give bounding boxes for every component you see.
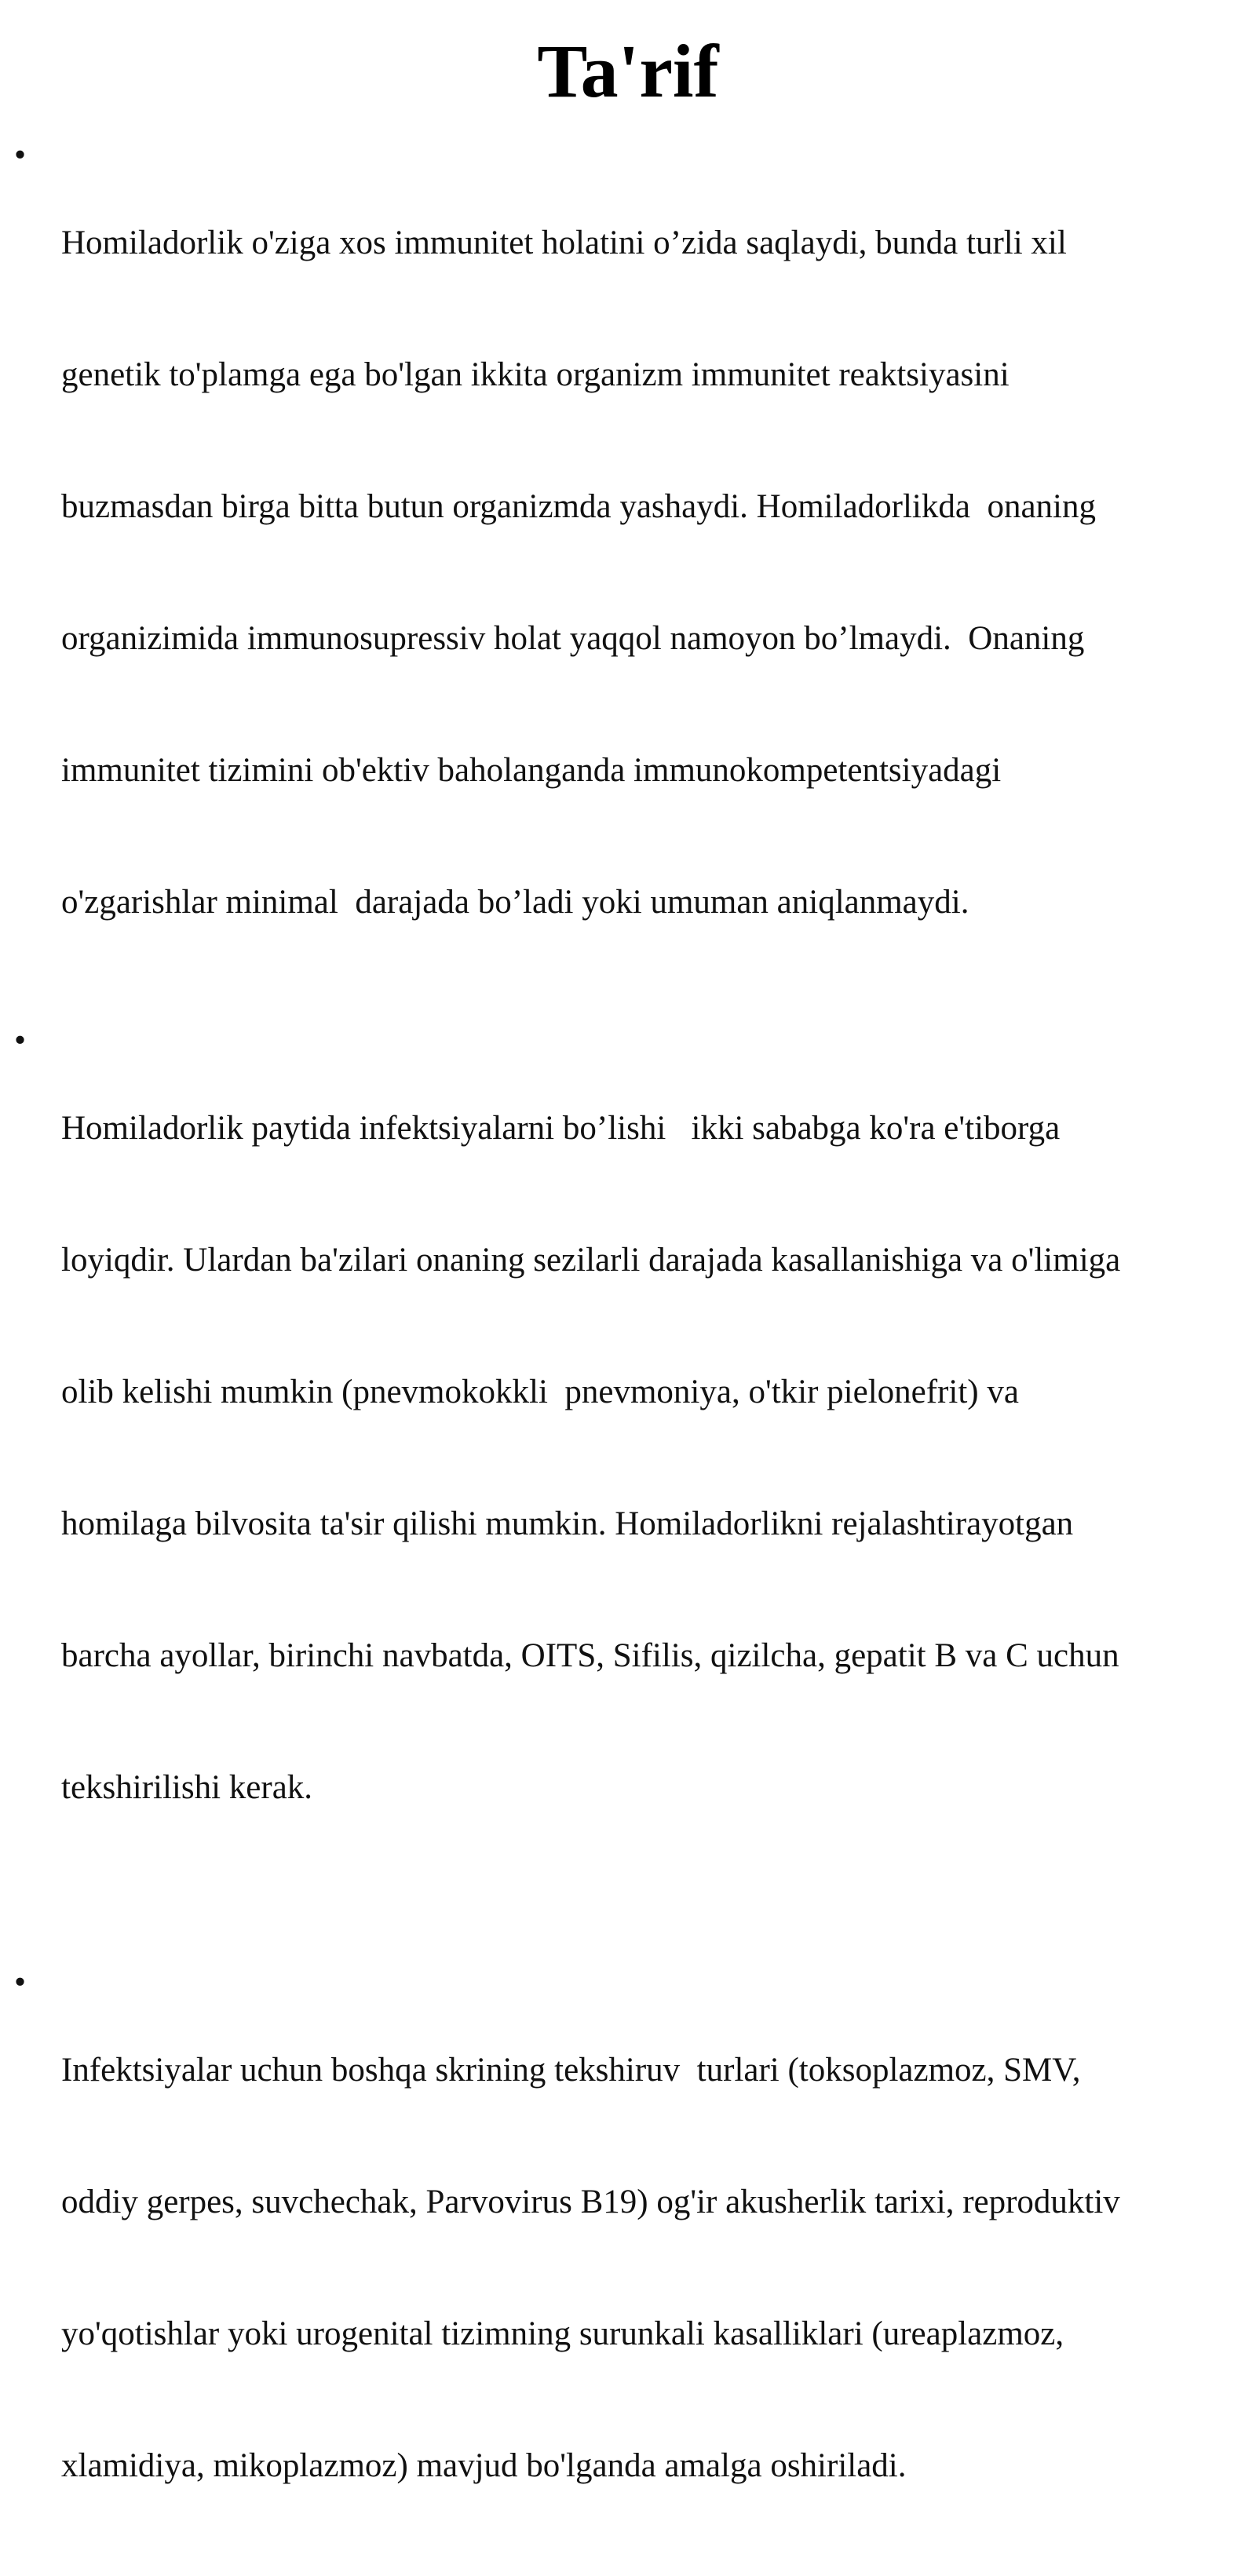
bullet-marker: • (14, 1022, 27, 1059)
bullet-line: xlamidiya, mikoplazmoz) mavjud bo'lganda amalga oshiriladi. (61, 2447, 907, 2484)
bullet-item (0, 1019, 1256, 1898)
bullet-text (61, 133, 1234, 1013)
bullet-line: buzmasdan birga bitta butun organizmda yashaydi. Homiladorlikda onaning (61, 488, 1096, 525)
bullet-line: tekshirilishi kerak. (61, 1769, 313, 1806)
bullet-text (61, 1961, 1234, 2576)
bullet-line: olib kelishi mumkin (pnevmokokkli pnevmoniya, o'tkir pielonefrit) va (61, 1374, 1019, 1410)
bullet-marker: • (14, 1964, 27, 2001)
bullet-line: Homiladorlik o'ziga xos immunitet holatini o’zida saqlaydi, bunda turli xil (61, 224, 1067, 261)
bullet-line: Homiladorlik paytida infektsiyalarni bo’lishi ikki sababga ko'ra e'tiborga (61, 1110, 1061, 1147)
bullet-line: Infektsiyalar uchun boshqa skrining tekshiruv turlari (toksoplazmoz, SMV, (61, 2052, 1081, 2089)
bullet-marker: • (14, 137, 27, 173)
bullet-text (61, 1019, 1234, 1898)
bullet-line: genetik to'plamga ega bo'lgan ikkita organizm immunitet reaktsiyasini (61, 356, 1010, 393)
bullet-line: yo'qotishlar yoki urogenital tizimning surunkali kasalliklari (ureaplazmoz, (61, 2315, 1064, 2352)
bullet-line: immunitet tizimini ob'ektiv baholanganda immunokompetentsiyadagi (61, 752, 1002, 789)
bullet-item (0, 133, 1256, 1013)
bullet-item (0, 1961, 1256, 2576)
bullet-line: homilaga bilvosita ta'sir qilishi mumkin. Homiladorlikni rejalashtirayotgan (61, 1505, 1074, 1542)
page-title: Ta'rif (537, 29, 719, 113)
bullet-line: loyiqdir. Ulardan ba'zilari onaning sezilarli darajada kasallanishiga va o'limiga (61, 1242, 1121, 1279)
bullet-line: o'zgarishlar minimal darajada bo’ladi yoki umuman aniqlanmaydi. (61, 884, 969, 921)
bullet-list (0, 133, 1256, 2576)
bullet-line: organizimida immunosupressiv holat yaqqol namoyon bo’lmaydi. Onaning (61, 620, 1085, 657)
bullet-line: barcha ayollar, birinchi navbatda, OITS, Sifilis, qizilcha, gepatit B va C uchun (61, 1637, 1119, 1674)
bullet-line: oddiy gerpes, suvchechak, Parvovirus B19) og'ir akusherlik tarixi, reproduktiv (61, 2184, 1120, 2220)
